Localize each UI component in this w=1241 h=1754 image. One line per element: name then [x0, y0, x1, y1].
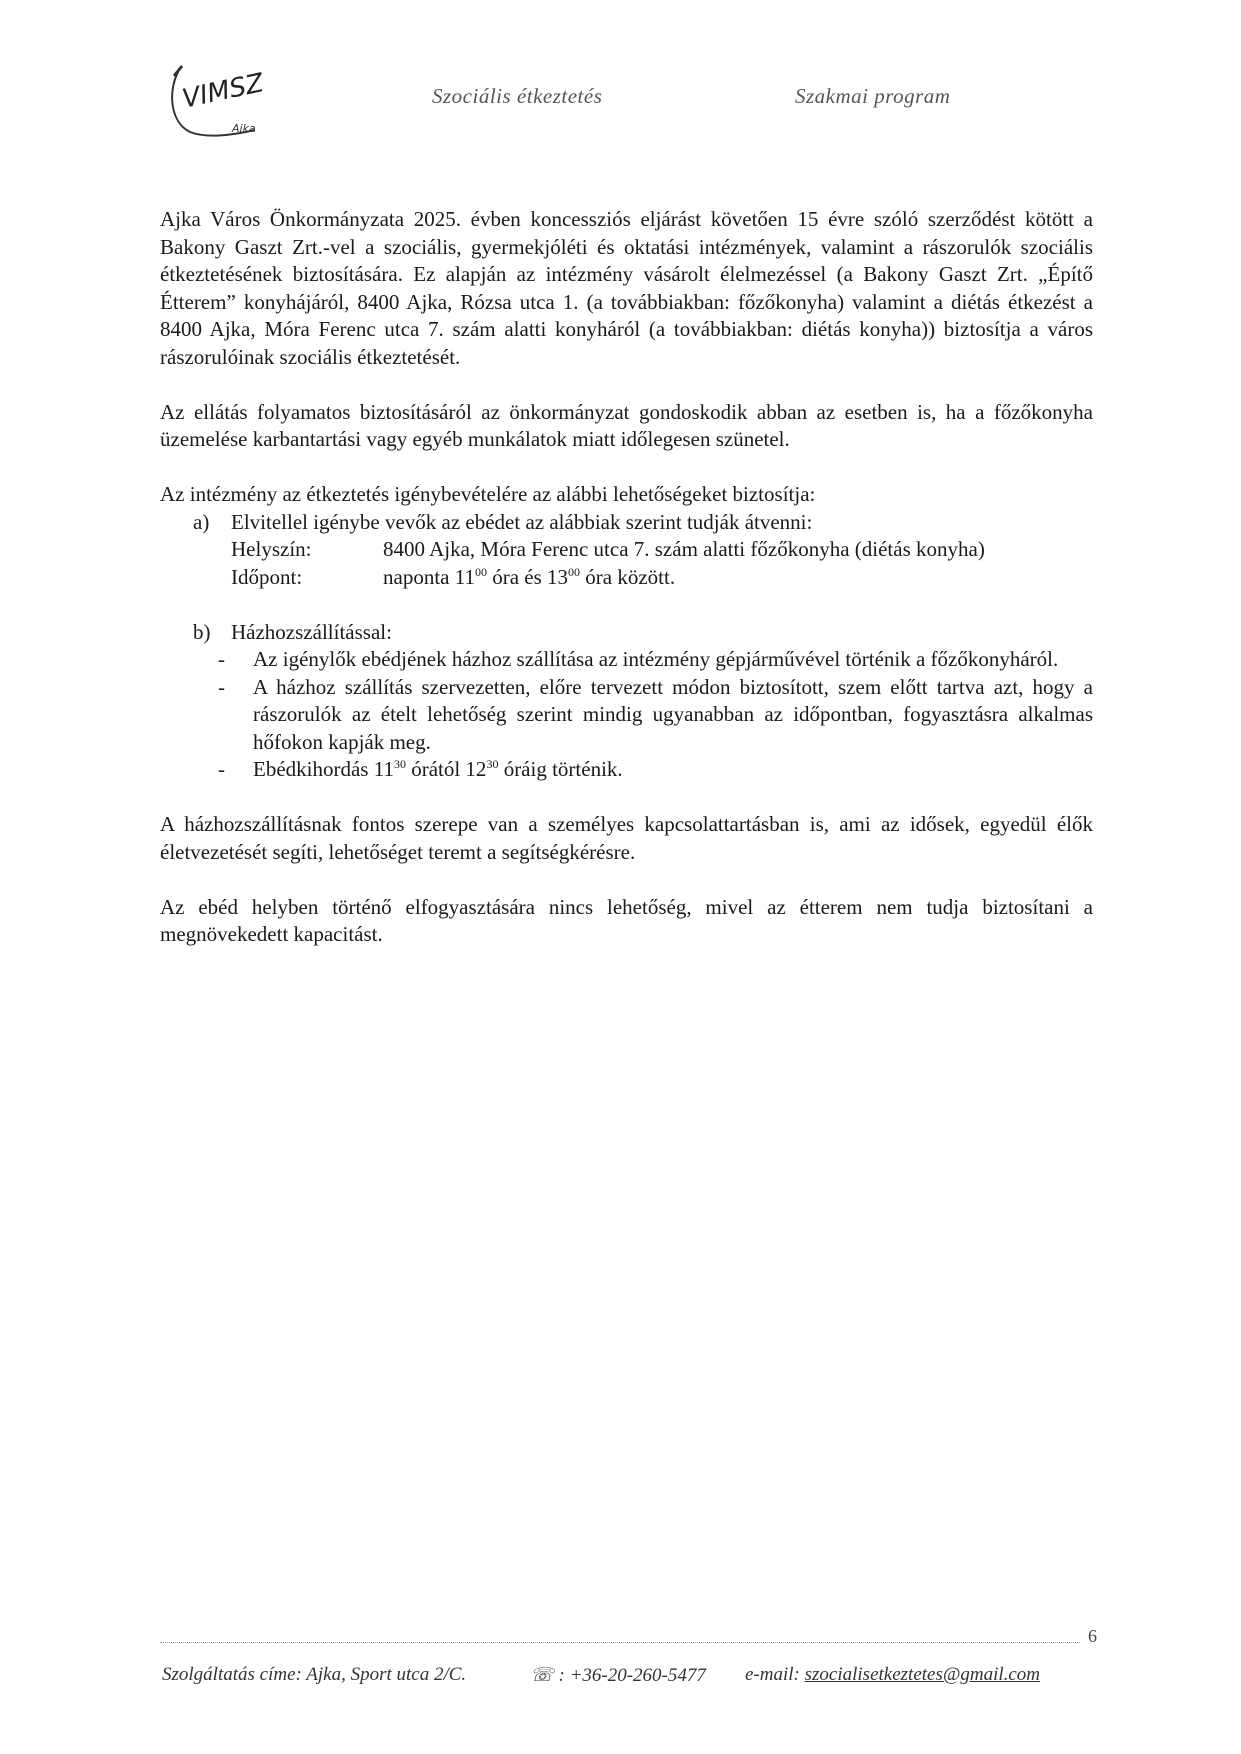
list-item: - Ebédkihordás $11^{30}$ órától $12^{30}$ óráig történik.: [218, 757, 623, 781]
header-right-title: Szakmai program: [795, 84, 951, 108]
page-number: 6: [1088, 1626, 1097, 1646]
location-row: [231, 536, 1093, 564]
location-key: Helyszín:: [231, 537, 312, 561]
time-key: Időpont:: [231, 564, 303, 589]
list-item: - A házhoz szállítás szervezetten, előre tervezett módon biztosított, szem előtt tartva azt, hogy a rászorulók az ételt lehetőség szerint mindig ugyanabban az időpontban, fogyasztásra alkalmas hőfokon kapják meg.: [218, 674, 1093, 754]
footer-email: [745, 1664, 1040, 1686]
option-a-text: Elvitellel igénybe vevők az ebédet az alábbiak szerint tudják átvenni:: [231, 509, 813, 534]
option-a-label: a): [193, 509, 210, 534]
time-value: naponta $11^{00}$ óra és $13^{00}$ óra között.: [383, 564, 676, 589]
svg-text:Ajka: Ajka: [232, 122, 256, 135]
vimsz-logo: [160, 52, 280, 147]
header-left-title: Szociális étkeztetés: [432, 84, 603, 108]
page-footer: [0, 1620, 1241, 1720]
list-item: - Az igénylők ebédjének házhoz szállítása az intézmény gépjárművével történik a főzőkonyháról.: [218, 647, 1059, 671]
options-intro: Az intézmény az étkeztetés igénybevételére az alábbi lehetőségeket biztosítja:: [160, 482, 816, 506]
paragraph-concession: Ajka Város Önkormányzata 2025. évben koncessziós eljárást követően 15 évre szóló szerződést kötött a Bakony Gaszt Zrt.-vel a szociális, gyermekjóléti és oktatási intézmények, valamint a rászorulók szociális étkeztetésének biztosítására. Ez alapján az intézmény vásárolt élelmezéssel (a Bakony Gaszt Zrt. „Építő Étterem” konyhájáról, 8400 Ajka, Rózsa utca 1. (a továbbiakban: főzőkonyha) valamint a diétás étkezést a 8400 Ajka, Móra Ferenc utca 7. szám alatti konyháról (a továbbiakban: diétás konyha)) biztosítja a város rászorulóinak szociális étkeztetését.: [160, 207, 1093, 369]
option-a: [193, 509, 1093, 537]
svg-text:VIMSZ: VIMSZ: [179, 68, 267, 115]
paragraph-continuity: Az ellátás folyamatos biztosításáról az önkormányzat gondoskodik abban az esetben is, ha a főzőkonyha üzemelése karbantartási vagy egyéb munkálatok miatt időlegesen szünetel.: [160, 399, 1093, 451]
time-row: [231, 564, 1093, 592]
footer-address: Szolgáltatás címe: Ajka, Sport utca 2/C.: [162, 1664, 467, 1685]
option-b-text: Házhozszállítással:: [231, 619, 392, 644]
paragraph-on-site: Az ebéd helyben történő elfogyasztására nincs lehetőség, mivel az étterem nem tudja biztosítani a megnövekedett kapacitást.: [160, 894, 1093, 946]
footer-phone: ☏ : +36-20-260-5477: [530, 1665, 706, 1686]
footer-divider: [160, 1642, 1080, 1643]
options-section: [160, 481, 1093, 591]
option-b: [193, 619, 1093, 647]
page-header: [0, 0, 1241, 150]
delivery-list: [160, 646, 1093, 784]
document-body: [160, 206, 1093, 976]
location-value: 8400 Ajka, Móra Ferenc utca 7. szám alatti főzőkonyha (diétás konyha): [383, 537, 985, 561]
option-b-label: b): [193, 619, 211, 644]
email-label: e-mail:: [745, 1664, 800, 1685]
email-link[interactable]: szocialisetkeztetes@gmail.com: [804, 1664, 1041, 1685]
paragraph-personal-contact: A házhozszállításnak fontos szerepe van a személyes kapcsolattartásban is, ami az idősek, egyedül élők életvezetését segíti, lehetőséget teremt a segítségkérésre.: [160, 812, 1093, 864]
